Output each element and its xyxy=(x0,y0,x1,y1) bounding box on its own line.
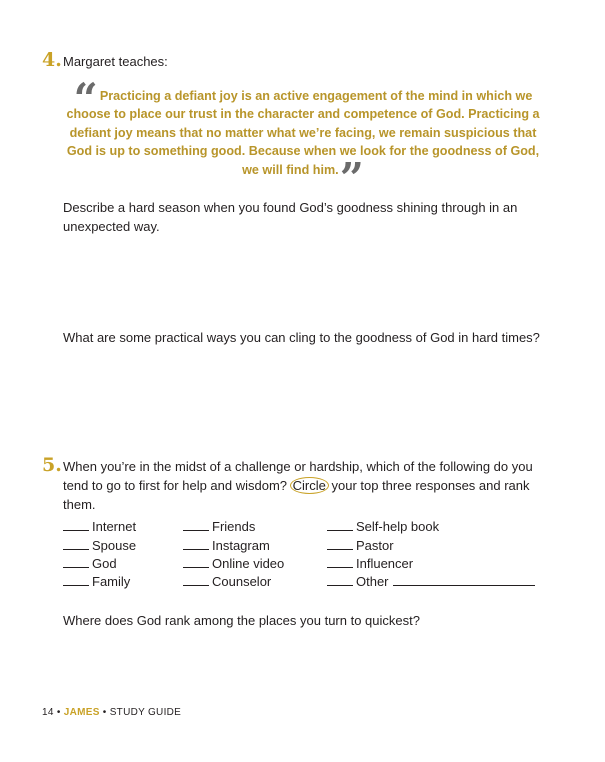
series-title: JAMES xyxy=(63,707,100,718)
option-instagram[interactable] xyxy=(183,537,270,555)
option-god[interactable] xyxy=(63,555,117,573)
option-online-video[interactable] xyxy=(183,555,284,573)
prompt-text-before: When you’re in the midst of a challenge or hardship, which of the following do you tend to go to first for help and wisdom? xyxy=(63,459,533,493)
option-label: Pastor xyxy=(356,538,394,553)
option-other[interactable] xyxy=(327,573,535,591)
footer-bullet: • xyxy=(56,707,61,718)
prompt-text-after: your top three responses and rank them. xyxy=(63,478,530,512)
question-5-prompt xyxy=(63,457,541,514)
open-quote-icon: “ xyxy=(73,74,98,123)
close-quote-icon: ” xyxy=(339,154,364,204)
option-label: Friends xyxy=(212,519,256,534)
question-5-rank-text: Where does God rank among the places you turn to quickest? xyxy=(63,613,420,628)
option-label: Internet xyxy=(92,519,137,534)
circled-word: Circle xyxy=(290,477,329,494)
option-friends[interactable] xyxy=(183,518,255,536)
rank-blank[interactable] xyxy=(327,537,353,550)
rank-blank[interactable] xyxy=(183,518,209,531)
option-counselor[interactable] xyxy=(183,573,271,591)
rank-blank[interactable] xyxy=(327,518,353,531)
option-label: Counselor xyxy=(212,574,272,589)
option-spouse[interactable] xyxy=(63,537,136,555)
footer-bullet: • xyxy=(102,707,107,718)
rank-blank[interactable] xyxy=(183,537,209,550)
option-label: Other xyxy=(356,574,389,589)
rank-blank[interactable] xyxy=(327,555,353,568)
option-label: God xyxy=(92,556,117,571)
guide-label: STUDY GUIDE xyxy=(109,707,182,718)
question-4-number: 4. xyxy=(42,49,62,71)
other-write-in-line[interactable] xyxy=(393,573,535,586)
option-internet[interactable] xyxy=(63,518,136,536)
rank-blank[interactable] xyxy=(327,573,353,586)
option-influencer[interactable] xyxy=(327,555,413,573)
option-label: Influencer xyxy=(356,556,414,571)
option-family[interactable] xyxy=(63,573,130,591)
option-label: Online video xyxy=(212,556,285,571)
quote-text: Practicing a defiant joy is an active engagement of the mind in which we choose to place our trust in the character and competence of God. Practicing a defiant joy means that no matter what we’re facing, we remain suspicious that God is up to something good. Because when we look for the goodness of God, we will find him. xyxy=(66,89,540,178)
rank-blank[interactable] xyxy=(183,555,209,568)
rank-blank[interactable] xyxy=(183,573,209,586)
option-pastor[interactable] xyxy=(327,537,394,555)
rank-blank[interactable] xyxy=(63,537,89,550)
question-4-intro: Margaret teaches: xyxy=(63,54,168,69)
question-4b-text: What are some practical ways you can cling to the goodness of God in hard times? xyxy=(63,330,540,345)
pull-quote xyxy=(64,74,542,204)
question-4a-text: Describe a hard season when you found God’s goodness shining through in an unexpected way. xyxy=(63,200,518,234)
rank-blank[interactable] xyxy=(63,555,89,568)
rank-blank[interactable] xyxy=(63,518,89,531)
rank-blank[interactable] xyxy=(63,573,89,586)
option-label: Instagram xyxy=(212,538,270,553)
option-self-help-book[interactable] xyxy=(327,518,439,536)
option-label: Spouse xyxy=(92,538,137,553)
option-label: Self-help book xyxy=(356,519,440,534)
question-5-number: 5. xyxy=(42,454,62,476)
page-footer xyxy=(42,707,181,718)
page-number: 14 xyxy=(42,707,54,718)
option-label: Family xyxy=(92,574,131,589)
